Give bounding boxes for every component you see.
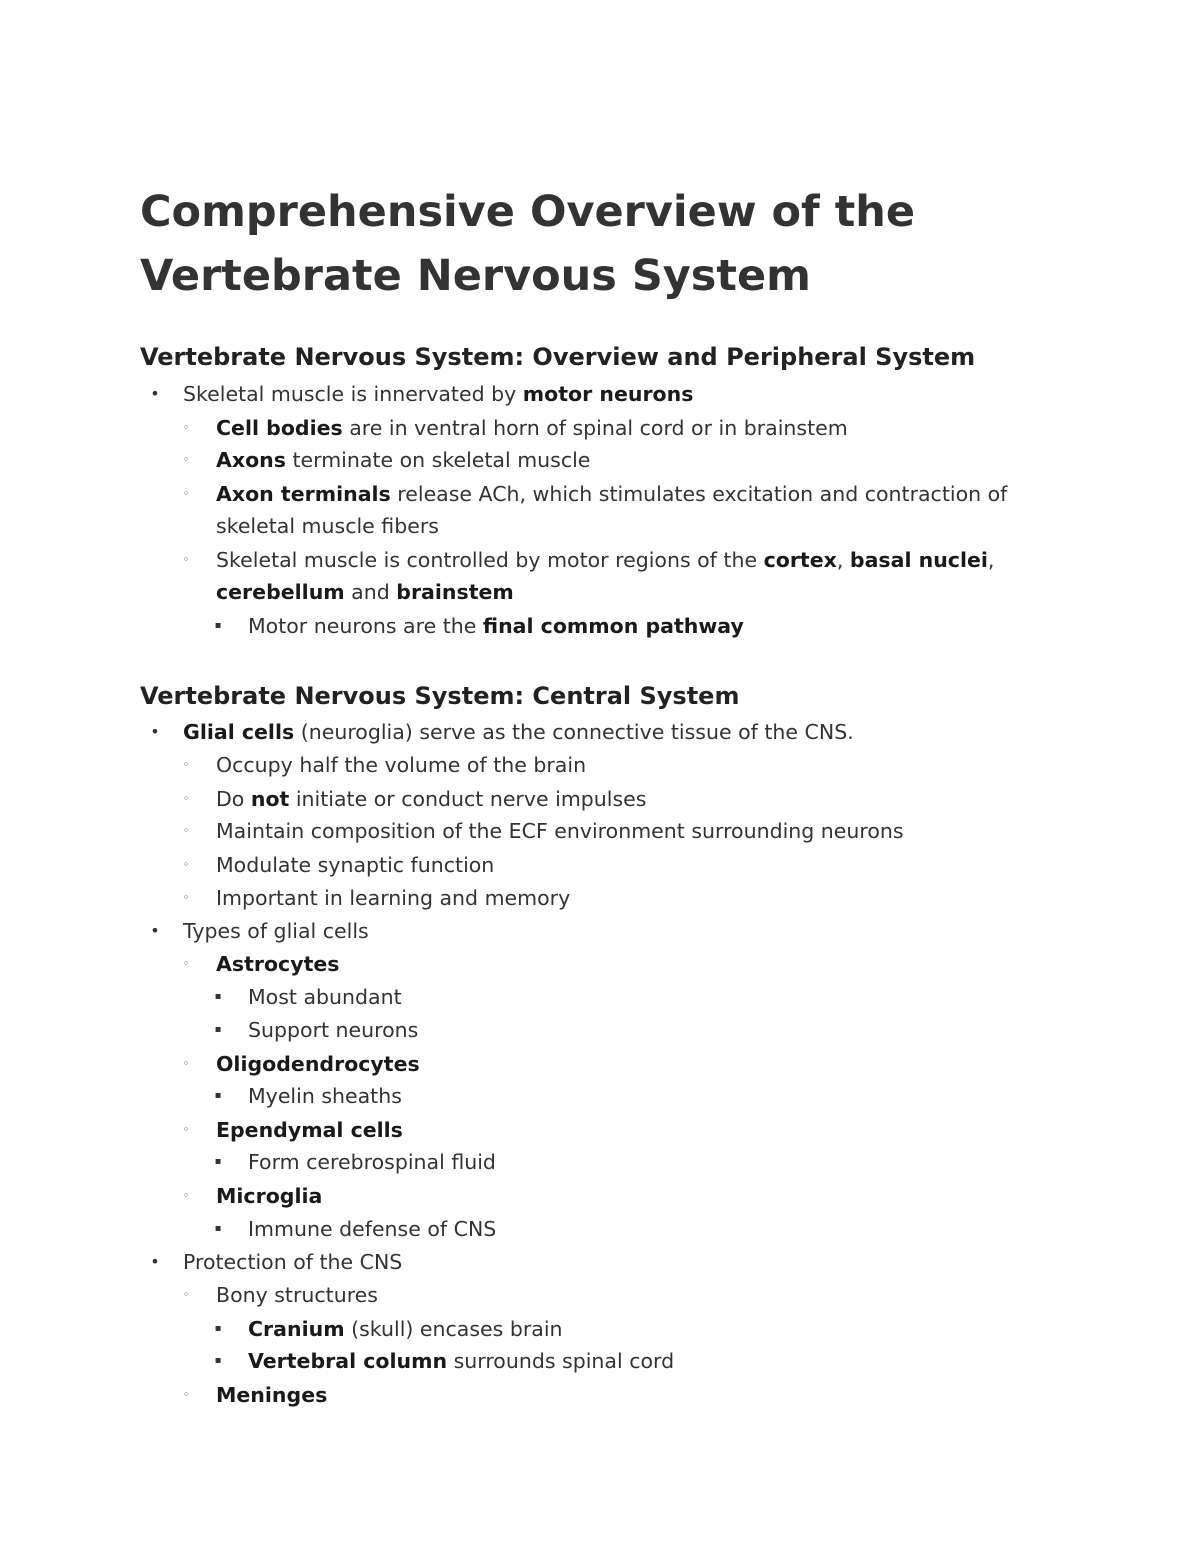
list-item bbox=[214, 1146, 1068, 1178]
list-item bbox=[182, 749, 1076, 781]
circle-bullet-icon: ◦ bbox=[182, 1189, 190, 1202]
list-item bbox=[214, 1313, 1068, 1345]
item-text: Important in learning and memory bbox=[216, 886, 571, 910]
circle-bullet-icon: ◦ bbox=[182, 1057, 190, 1070]
bold-term: Microglia bbox=[216, 1184, 323, 1208]
bold-term: motor neurons bbox=[522, 382, 694, 406]
bold-term: Cranium bbox=[248, 1317, 345, 1341]
item-text: Skeletal muscle is controlled by motor regions of the bbox=[216, 548, 764, 572]
bold-term: Glial cells bbox=[183, 720, 295, 744]
item-text: Occupy half the volume of the brain bbox=[216, 753, 587, 777]
bold-term: Vertebral column bbox=[248, 1349, 448, 1373]
bold-term: brainstem bbox=[396, 580, 514, 604]
square-bullet-icon: ▪ bbox=[214, 1156, 222, 1167]
list-item bbox=[182, 849, 1076, 881]
bold-term: Astrocytes bbox=[216, 952, 340, 976]
circle-bullet-icon: ◦ bbox=[182, 758, 190, 771]
bold-term: Meninges bbox=[216, 1383, 328, 1407]
bold-term: Axons bbox=[216, 448, 286, 472]
list-item bbox=[182, 1048, 1076, 1080]
list-item bbox=[150, 915, 1083, 947]
section-heading-peripheral: Vertebrate Nervous System: Overview and Peripheral System bbox=[140, 343, 976, 371]
item-text: Protection of the CNS bbox=[183, 1250, 403, 1274]
list-item bbox=[182, 815, 1076, 847]
item-text: Maintain composition of the ECF environment surrounding neurons bbox=[216, 819, 904, 843]
circle-bullet-icon: ◦ bbox=[182, 957, 190, 970]
item-text: Types of glial cells bbox=[183, 919, 369, 943]
item-text: Motor neurons are the bbox=[248, 614, 483, 638]
list-item bbox=[150, 716, 1083, 748]
circle-bullet-icon: ◦ bbox=[182, 487, 190, 500]
disc-bullet-icon: • bbox=[150, 384, 160, 403]
circle-bullet-icon: ◦ bbox=[182, 891, 190, 904]
item-text: terminate on skeletal muscle bbox=[285, 448, 591, 472]
item-text: Bony structures bbox=[216, 1283, 378, 1307]
list-item bbox=[150, 378, 1083, 410]
bold-term: cerebellum bbox=[216, 580, 345, 604]
item-text: (neuroglia) serve as the connective tissue of the CNS. bbox=[294, 720, 854, 744]
square-bullet-icon: ▪ bbox=[214, 620, 222, 631]
list-item bbox=[182, 948, 1076, 980]
disc-bullet-icon: • bbox=[150, 921, 160, 940]
item-text: Support neurons bbox=[248, 1018, 419, 1042]
circle-bullet-icon: ◦ bbox=[182, 553, 190, 566]
item-text: (skull) encases brain bbox=[344, 1317, 563, 1341]
item-text: , bbox=[987, 548, 995, 572]
list-item bbox=[214, 1014, 1068, 1046]
item-text: Form cerebrospinal fluid bbox=[248, 1150, 496, 1174]
item-text: Most abundant bbox=[248, 985, 402, 1009]
circle-bullet-icon: ◦ bbox=[182, 1123, 190, 1136]
bold-term: Cell bodies bbox=[216, 416, 343, 440]
item-text: and bbox=[344, 580, 397, 604]
circle-bullet-icon: ◦ bbox=[182, 792, 190, 805]
disc-bullet-icon: • bbox=[150, 1252, 160, 1271]
item-text: Immune defense of CNS bbox=[248, 1217, 497, 1241]
item-text: , bbox=[836, 548, 850, 572]
list-item bbox=[182, 1180, 1076, 1212]
document-title: Comprehensive Overview of the Vertebrate Nervous System bbox=[140, 187, 916, 301]
list-item bbox=[182, 882, 1076, 914]
square-bullet-icon: ▪ bbox=[214, 991, 222, 1002]
list-item bbox=[182, 412, 1076, 444]
circle-bullet-icon: ◦ bbox=[182, 1388, 190, 1401]
bold-term: final common pathway bbox=[482, 614, 744, 638]
bold-term: Axon terminals bbox=[216, 482, 391, 506]
item-text: surrounds spinal cord bbox=[447, 1349, 675, 1373]
list-item bbox=[214, 1345, 1068, 1377]
circle-bullet-icon: ◦ bbox=[182, 421, 190, 434]
bold-term: not bbox=[250, 787, 290, 811]
item-text: release ACh, which stimulates excitation and contraction of skeletal muscle fibers bbox=[216, 482, 1008, 538]
bold-term: cortex bbox=[763, 548, 837, 572]
circle-bullet-icon: ◦ bbox=[182, 1288, 190, 1301]
list-item bbox=[214, 981, 1068, 1013]
item-text: Myelin sheaths bbox=[248, 1084, 402, 1108]
list-item bbox=[214, 610, 1068, 642]
square-bullet-icon: ▪ bbox=[214, 1355, 222, 1366]
disc-bullet-icon: • bbox=[150, 722, 160, 741]
list-item bbox=[182, 478, 1076, 542]
bold-term: Ependymal cells bbox=[216, 1118, 403, 1142]
item-text: Skeletal muscle is innervated by bbox=[183, 382, 523, 406]
list-item bbox=[214, 1080, 1068, 1112]
list-item bbox=[182, 544, 1076, 608]
list-item bbox=[150, 1246, 1083, 1278]
list-item bbox=[182, 444, 1076, 476]
circle-bullet-icon: ◦ bbox=[182, 824, 190, 837]
circle-bullet-icon: ◦ bbox=[182, 453, 190, 466]
square-bullet-icon: ▪ bbox=[214, 1323, 222, 1334]
circle-bullet-icon: ◦ bbox=[182, 858, 190, 871]
bold-term: basal nuclei bbox=[849, 548, 988, 572]
list-item bbox=[182, 783, 1076, 815]
item-text: Do bbox=[216, 787, 251, 811]
list-item bbox=[182, 1379, 1076, 1411]
list-item bbox=[214, 1213, 1068, 1245]
square-bullet-icon: ▪ bbox=[214, 1223, 222, 1234]
list-item bbox=[182, 1279, 1076, 1311]
list-item bbox=[182, 1114, 1076, 1146]
item-text: are in ventral horn of spinal cord or in brainstem bbox=[342, 416, 848, 440]
square-bullet-icon: ▪ bbox=[214, 1024, 222, 1035]
item-text: initiate or conduct nerve impulses bbox=[289, 787, 647, 811]
item-text: Modulate synaptic function bbox=[216, 853, 495, 877]
section-heading-central: Vertebrate Nervous System: Central System bbox=[140, 682, 740, 710]
bold-term: Oligodendrocytes bbox=[216, 1052, 420, 1076]
square-bullet-icon: ▪ bbox=[214, 1090, 222, 1101]
